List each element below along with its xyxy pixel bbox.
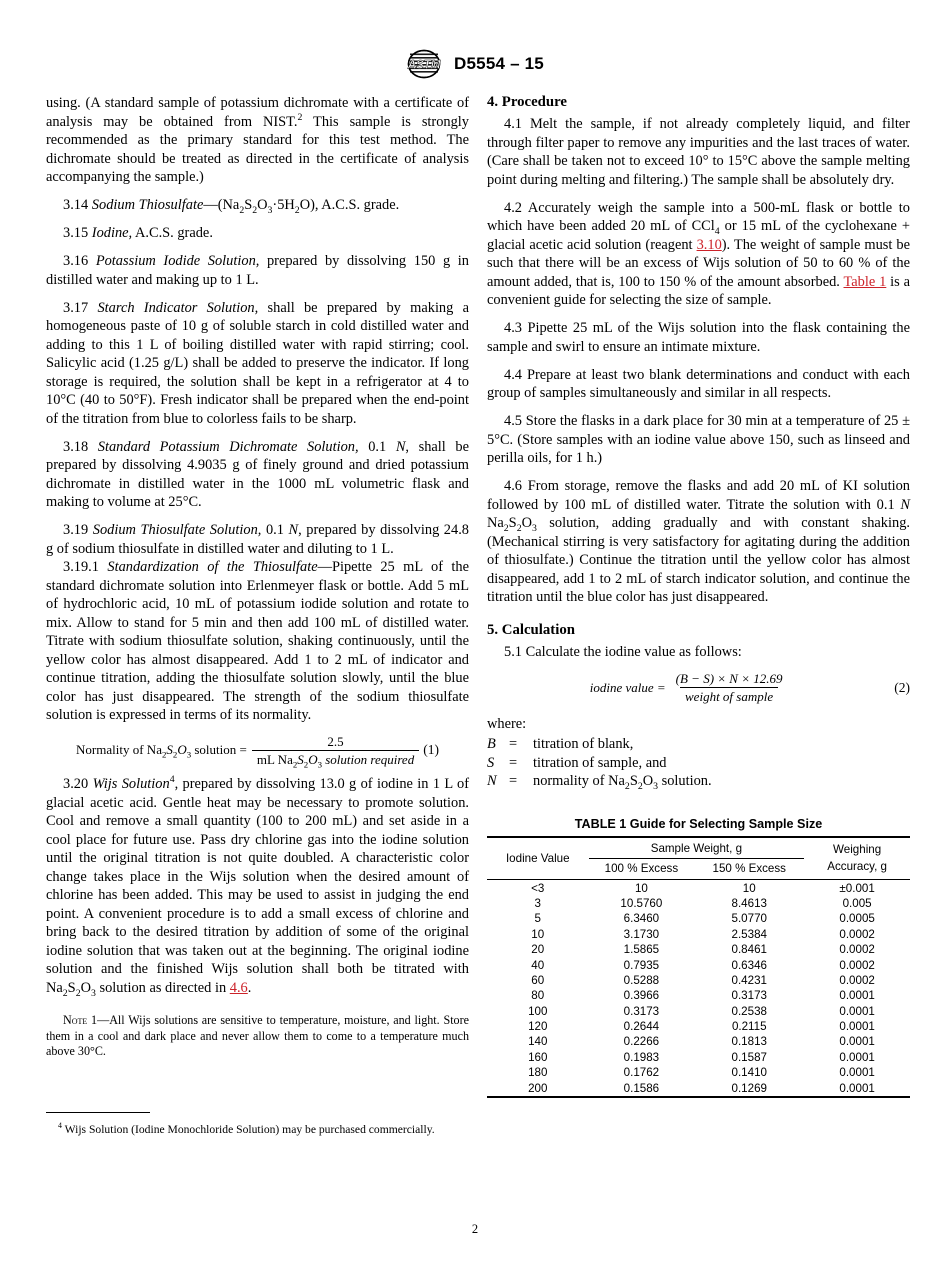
cell-iodine: 3	[534, 897, 541, 911]
cell-excess150: 0.1587	[731, 1050, 767, 1064]
clause-3-18	[46, 438, 469, 512]
svg-text:ASTM: ASTM	[407, 59, 441, 72]
equation-2-numerator: (B − S) × N × 12.69	[675, 671, 783, 686]
clause-3-16-text: prepared by dissolving 150 g in distilled water and making up to 1 L.	[46, 253, 469, 288]
clause-4-2-text-a: Accurately weigh the sample into a 500-mL flask or bottle to which have been added 20 mL of CCl	[487, 199, 910, 234]
clause-3-20-tail: solution as directed in	[95, 979, 230, 996]
where-item	[487, 735, 910, 754]
weighing-line-2: Accuracy, g	[827, 859, 887, 873]
equation-1-lhs-pre: Normality of Na	[76, 742, 162, 758]
clause-3-17	[46, 299, 469, 429]
table-row	[487, 957, 910, 972]
cell-excess150: 0.2115	[731, 1020, 767, 1034]
cell-iodine: 10	[531, 927, 545, 941]
table-1-container	[487, 817, 910, 1098]
column-header-100-excess: 100 % Excess	[604, 862, 679, 876]
clause-3-18-text: , shall be prepared by dissolving 4.9035 g of finely ground and dried potassium dichromate in distilled water in the 1000 mL volumetric flask and making to volume at 25°C.	[46, 438, 469, 510]
clause-3-20-number: 3.20	[63, 776, 89, 793]
cell-excess150: 2.5384	[731, 927, 767, 941]
equation-1-number: (1)	[423, 742, 439, 758]
clause-4-3	[487, 319, 910, 356]
footnote-4-marker: 4	[58, 1120, 62, 1130]
cell-accuracy: 0.0001	[839, 1081, 875, 1095]
cell-accuracy: 0.0002	[839, 943, 875, 957]
where-label: where:	[487, 715, 527, 732]
cell-excess100: 0.2266	[623, 1035, 660, 1049]
cell-iodine: <3	[531, 881, 545, 895]
equation-1-denominator: mL $Na_2S_2O_3$ solution required	[252, 750, 419, 767]
cell-excess150: 0.6346	[731, 958, 767, 972]
cross-reference-link-3-10[interactable]: 3.10	[696, 236, 722, 253]
where-equals: =	[509, 754, 518, 771]
cell-excess150: 8.4613	[731, 897, 767, 911]
where-symbol: B	[487, 736, 496, 753]
clause-4-4-text: Prepare at least two blank determinations and conduct with each group of samples simultaneously and similar in all respects.	[487, 366, 910, 401]
table-row	[487, 942, 910, 957]
cell-accuracy: 0.0002	[839, 927, 875, 941]
clause-4-2-text-b: or 15 mL of the cyclohexane + glacial acetic acid solution (reagent	[487, 218, 910, 253]
clause-3-15	[46, 224, 469, 243]
section-heading-4: 4. Procedure	[487, 94, 567, 110]
table-row	[487, 973, 910, 988]
cell-iodine: 100	[528, 1004, 548, 1018]
clause-4-3-text: Pipette 25 mL of the Wijs solution into the flask containing the sample and swirl to ensure an intimate mixture.	[487, 320, 910, 355]
clause-3-17-title: Starch Indicator Solution,	[97, 299, 259, 316]
footnote-4-text: Wijs Solution (Iodine Monochloride Solution) may be purchased commercially.	[61, 1122, 435, 1136]
equation-1-numerator: 2.5	[327, 733, 344, 749]
cell-excess100: 0.7935	[623, 958, 660, 972]
cell-excess100: 0.5288	[623, 973, 660, 987]
equation-1-lhs: Normality of $Na_2S_2O_3$ solution =	[76, 742, 247, 760]
clause-4-2-subscript: 4	[714, 225, 720, 237]
cell-accuracy: 0.0001	[839, 1050, 875, 1064]
clause-3-19-1-number: 3.19.1	[63, 559, 99, 575]
cell-excess100: 0.1762	[623, 1066, 660, 1080]
equation-2-lhs: iodine value =	[589, 679, 666, 695]
equation-1-den-post: solution required	[322, 751, 415, 767]
where-definition: normality of $Na_2S_2O_3$ solution.	[533, 773, 712, 793]
table-bottom-rule	[487, 1097, 910, 1098]
clause-3-18-conc: 0.1	[368, 438, 387, 455]
clause-4-2-text-d: is a convenient guide for selecting the size of sample.	[487, 273, 911, 308]
clause-4-2-number: 4.2	[504, 199, 522, 216]
cell-iodine: 180	[528, 1066, 548, 1080]
clause-4-6-text-c: solution, adding gradually and with constant shaking. (Mechanical stirring is very satisfactory for agitating during the addition of thiosulfate.) Continue the titration until the yellow color has almost disappeared, add 1 to 2 mL of starch indicator solution, and continue the titration until the blue color has just disappeared.	[487, 515, 910, 605]
table-row	[487, 1080, 910, 1096]
clause-3-19-1-title: Standardization of the Thiosulfate	[107, 559, 318, 575]
cell-excess150: 0.1813	[731, 1035, 767, 1049]
cell-excess150: 10	[742, 881, 756, 895]
clause-3-16-number: 3.16	[63, 253, 89, 269]
cell-excess150: 0.2538	[731, 1004, 767, 1018]
table-1	[487, 836, 910, 1098]
clause-5-1-text: Calculate the iodine value as follows:	[522, 643, 742, 660]
clause-3-15-number: 3.15	[63, 225, 89, 241]
where-definition: titration of blank,	[533, 736, 634, 753]
clause-3-19-conc: 0.1	[265, 522, 284, 538]
clause-3-15-text: A.C.S. grade.	[132, 225, 213, 241]
table-row	[487, 927, 910, 942]
table-row	[487, 988, 910, 1003]
footnote-marker-4: 4	[169, 774, 175, 786]
cross-reference-link-table-1[interactable]: Table 1	[843, 273, 887, 290]
cell-accuracy: 0.0001	[839, 1035, 875, 1049]
cell-iodine: 60	[531, 973, 545, 987]
clause-4-5-text: Store the flasks in a dark place for 30 min at a temperature of 25 ± 5°C. (Store samples with an iodine value above 150, such as linseed and perilla oils, for 1 h.)	[487, 413, 910, 466]
table-row	[487, 896, 910, 911]
weighing-line-1: Weighing	[833, 842, 882, 856]
clause-3-19-text: , prepared by dissolving 24.8 g of sodium thiosulfate in distilled water and diluting to 1 L.	[46, 522, 469, 557]
cell-iodine: 40	[531, 958, 545, 972]
cell-accuracy: 0.0002	[839, 958, 875, 972]
clause-3-15-title: Iodine,	[91, 225, 133, 241]
where-symbol: S	[487, 754, 495, 771]
cell-iodine: 120	[528, 1020, 548, 1034]
clause-4-4-number: 4.4	[504, 366, 522, 383]
clause-5-1-number: 5.1	[504, 643, 522, 660]
clause-3-14	[46, 196, 469, 215]
cell-excess150: 0.1269	[731, 1081, 767, 1095]
equation-2-denominator: weight of sample	[680, 687, 778, 704]
clause-3-20-text: , prepared by dissolving 13.0 g of iodine in 1 L of glacial acetic acid. Gentle heat may be necessary to promote solution. Cool and remove a small quantity (100 to 200 mL) and set aside in a cool place for future use. Pass dry chlorine gas into the iodine solution until the original titration is not quite doubled. A characteristic color change takes place in the Wijs solution when the desired amount of chlorine has been added. This may be used to assist in judging the end point. A convenient procedure is to add a small excess of chlorine and bring back to the desired titration by addition of some of the original iodine solution that was taken out at the beginning. The original iodine solution and the finished Wijs solution shall both be titrated with Na	[46, 776, 469, 996]
cross-reference-link-4-6[interactable]: 4.6	[229, 979, 248, 996]
table-row	[487, 911, 910, 926]
cell-excess100: 0.2644	[623, 1020, 660, 1034]
table-row	[487, 880, 910, 895]
cell-accuracy: 0.0001	[839, 1004, 875, 1018]
note-1	[46, 1013, 469, 1059]
note-1-text: —All Wijs solutions are sensitive to temperature, moisture, and light. Store them in a cool and dark place and never allow them to come to a temperature much above 30°C.	[46, 1013, 469, 1059]
footnote-marker-2: 2	[297, 111, 303, 123]
clause-3-16-title: Potassium Iodide Solution,	[95, 253, 260, 269]
clause-3-20-title: Wijs Solution	[92, 776, 170, 793]
clause-3-14-number: 3.14	[63, 197, 89, 213]
table-row	[487, 1019, 910, 1034]
clause-4-6-normality-symbol: N	[900, 496, 910, 513]
cell-accuracy: 0.0001	[839, 1066, 875, 1080]
equation-2-fraction	[671, 671, 788, 705]
where-item	[487, 754, 910, 773]
section-heading-5: 5. Calculation	[487, 621, 575, 638]
where-definitions-list	[487, 735, 910, 791]
column-header-150-excess: 150 % Excess	[712, 862, 786, 876]
table-row	[487, 1003, 910, 1018]
equation-2-number: (2)	[894, 679, 910, 695]
left-column	[46, 94, 469, 1137]
cell-excess100: 1.5865	[623, 943, 660, 957]
cell-accuracy: 0.005	[842, 897, 872, 911]
cell-iodine: 20	[531, 943, 545, 957]
equation-1-fraction	[252, 734, 419, 768]
cell-accuracy: 0.0001	[839, 989, 875, 1003]
where-definition: titration of sample, and	[533, 754, 667, 771]
page-header	[0, 44, 950, 84]
column-header-iodine-value: Iodine Value	[505, 852, 570, 866]
equation-1-lhs-post: solution =	[191, 742, 247, 758]
clause-4-5-number: 4.5	[504, 413, 522, 429]
clause-3-20: 3.20 Wijs Solution$^4$, prepared by dissolving 13.0 g of iodine in 1 L of glacial acetic acid. Gentle heat may be necessary to promote solution. Cool and remove a small quantity (100 to 200 mL) and set aside in a cool place for future use. Pass dry chlorine gas into the iodine solution until the original titration is not quite doubled. A characteristic color change takes place in the Wijs solution when the desired amount of chlorine has been added. This may be used to assist in judging the end point. A convenient procedure is to add a small excess of chlorine and bring back to the desired titration by addition of some of the original iodine solution that was taken out at the beginning. The original iodine solution and the finished Wijs solution shall both be titrated with $Na_2S_2O_3$ solution as directed in 4.6.	[46, 774, 469, 999]
page-number: 2	[471, 1222, 479, 1236]
column-header-sample-weight-group: Sample Weight, g	[589, 838, 805, 858]
cell-accuracy: 0.0005	[839, 912, 875, 926]
clause-3-14-title: Sodium Thiosulfate	[91, 197, 204, 213]
clause-4-2-text-c: ). The weight of sample must be such that there will be an excess of Wijs solution of 50 to 60 % of the amount added, that is, 100 to 150 % of the amount absorbed.	[487, 236, 910, 290]
clause-4-1-text: Melt the sample, if not already completely liquid, and filter through filter paper to remove any impurities and the last traces of water. (Care shall be taken not to exceed 10° to 15°C above the sample melting point during melting and filtering.) The sample shall be absolutely dry.	[487, 116, 910, 188]
equation-1-den-pre: mL Na	[256, 751, 293, 767]
note-1-label: Note 1	[63, 1013, 98, 1028]
cell-excess100: 3.1730	[623, 927, 660, 941]
table-header-row-group	[487, 838, 910, 858]
clause-3-19-normality-symbol: N	[288, 522, 299, 538]
table-row	[487, 1065, 910, 1080]
clause-3-18-normality-symbol: N	[395, 438, 406, 455]
astm-logo-icon	[406, 49, 442, 79]
clause-3-19-1	[46, 558, 469, 725]
equation-1	[46, 734, 469, 768]
where-item	[487, 772, 910, 791]
cell-iodine: 160	[528, 1050, 548, 1064]
where-equals: =	[509, 736, 518, 753]
clause-4-3-number: 4.3	[504, 320, 522, 336]
cell-excess150: 0.3173	[731, 989, 767, 1003]
table-row	[487, 1050, 910, 1065]
cell-excess150: 0.8461	[731, 943, 767, 957]
equation-2	[487, 671, 910, 705]
footnote-separator	[46, 1112, 150, 1113]
clause-3-14-formula: $—(Na_2S_2O_3\cdot 5H_2O)$, A.C.S. grade.	[203, 197, 400, 216]
cell-accuracy: 0.0002	[839, 973, 875, 987]
where-symbol: N	[487, 773, 497, 790]
paragraph-continued	[46, 94, 469, 187]
cell-excess100: 10.5760	[620, 897, 663, 911]
cell-accuracy: 0.0001	[839, 1020, 875, 1034]
clause-3-18-title: Standard Potassium Dichromate Solution,	[97, 438, 359, 455]
cell-iodine: 80	[531, 989, 545, 1003]
clause-3-19-1-text: —Pipette 25 mL of the standard dichromate solution into Erlenmeyer flask or bottle. Add 5 mL of hydrochloric acid, 10 mL of potassium iodide solution and rotate to mix. Allow to stand for 5 min and then add 100 mL of distilled water. Titrate with sodium thiosulfate solution, shaking continuously, until the yellow color has almost disappeared. Add 1 to 2 mL of indicator and continue titration, adding the thiosulfate solution slowly, until the blue color has just disappeared. The strength of the sodium thiosulfate solution is expressed in terms of its normality.	[46, 559, 469, 723]
cell-iodine: 5	[534, 912, 541, 926]
clause-3-16	[46, 252, 469, 289]
clause-3-19-title: Sodium Thiosulfate Solution,	[92, 522, 262, 538]
cell-excess150: 0.4231	[731, 973, 767, 987]
clause-4-4	[487, 366, 910, 403]
cell-excess100: 0.1983	[623, 1050, 660, 1064]
cell-excess100: 0.3173	[623, 1004, 660, 1018]
clause-3-17-number: 3.17	[63, 299, 89, 316]
clause-4-6-text-a: From storage, remove the flasks and add 20 mL of KI solution followed by 100 mL of distilled water. Titrate the solution with 0.1	[487, 478, 910, 513]
where-equals: =	[509, 773, 518, 790]
table-row	[487, 1034, 910, 1049]
footnote-4	[46, 1122, 469, 1137]
cell-excess100: 0.3966	[623, 989, 660, 1003]
document-designation: D5554 – 15	[454, 54, 544, 73]
clause-4-1-number: 4.1	[504, 116, 522, 132]
cell-excess150: 5.0770	[731, 912, 767, 926]
clause-4-6-text-b: Na	[487, 515, 504, 531]
continued-text-a: using. (A standard sample of potassium dichromate with a certificate of analysis may be obtained from NIST.	[46, 95, 469, 130]
cell-excess100: 6.3460	[623, 912, 660, 926]
cell-excess150: 0.1410	[731, 1066, 767, 1080]
clause-3-17-text: shall be prepared by making a homogeneous paste of 10 g of soluble starch in cold distilled water and adding to this 1 L of boiling distilled water with rapid stirring; cool. Salicylic acid (1.25 g/L) shall be added to preserve the indicator. If long storage is required, the solution shall be kept in a refrigerator at 4 to 10°C (40 to 50°F). Fresh indicator shall be prepared when the end-point of the titration from blue to colorless fails to be sharp.	[46, 299, 470, 427]
cell-iodine: 140	[528, 1035, 548, 1049]
clause-3-19-number: 3.19	[63, 522, 89, 538]
cell-accuracy: ±0.001	[839, 881, 875, 895]
clause-4-6: 4.6 From storage, remove the flasks and add 20 mL of KI solution followed by 100 mL of distilled water. Titrate the solution with 0.1 N $Na_2S_2O_3$ solution, adding gradually and with constant shaking. (Mechanical stirring is very satisfactory for agitating during the addition of thiosulfate.) Continue the titration until the yellow color has almost disappeared, add 1 to 2 mL of starch indicator solution, and continue the titration until the blue color has just disappeared.	[487, 478, 910, 605]
clause-4-1	[487, 115, 910, 189]
continued-text-b: This sample is strongly recommended as the primary standard for this test method. The dichromate should be treated as directed in the certificate of analysis accompanying the sample.)	[46, 113, 470, 185]
clause-4-6-number: 4.6	[504, 478, 522, 494]
clause-4-2	[487, 199, 910, 310]
cell-excess100: 0.1586	[623, 1081, 660, 1095]
right-column	[487, 94, 910, 1098]
clause-3-18-number: 3.18	[63, 438, 89, 455]
clause-3-19	[46, 521, 469, 558]
equation-2-body	[487, 671, 890, 705]
cell-iodine: 200	[528, 1081, 548, 1095]
clause-4-5	[487, 412, 910, 468]
clause-5-1	[487, 643, 910, 662]
clause-3-20-end: .	[247, 979, 252, 996]
cell-excess100: 10	[634, 881, 648, 895]
column-header-weighing-accuracy	[804, 838, 910, 880]
table-1-title: TABLE 1 Guide for Selecting Sample Size	[574, 816, 823, 831]
equation-1-body	[46, 734, 469, 768]
